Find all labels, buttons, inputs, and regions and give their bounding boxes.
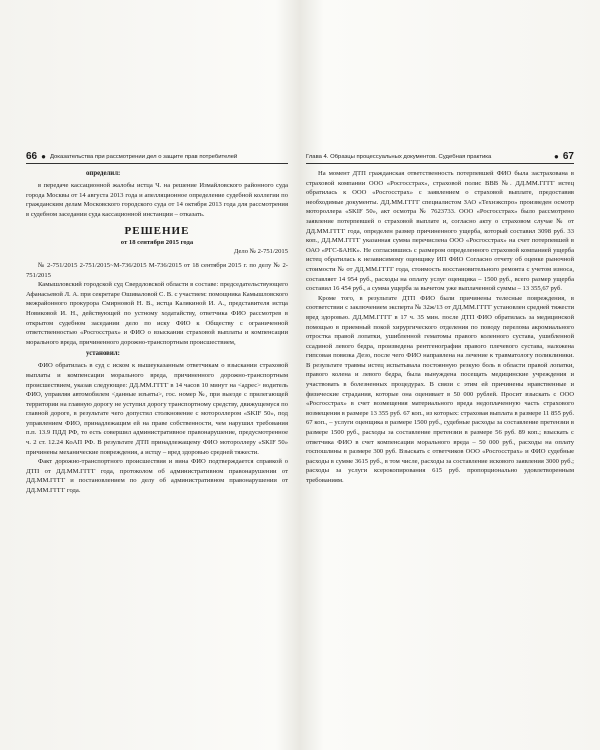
paragraph-court: Камышловский городской суд Свердловской области в составе: председательствующего Афанасьевой Л. А. при секретаре Ошиваловой С. В. с участием: помощника Камышловского межрайонного прокурора Смирновой Н. В., истца Калякиной И. А., представителя истца Новиковой И. Н., действующей по устному ходатайству, ответчика ФИО рассмотрев в открытом судебном заседании дело по иску ФИО к Обществу с ограниченной ответственностью «Росгосстрах» и ФИО о взыскании страховой выплаты и компенсации морального вреда, причиненного дорожно-транспортным происшествием, [26, 281, 288, 346]
case-number: Дело № 2-751/2015 [233, 248, 288, 256]
running-title: Доказательства при рассмотрении дел о защите прав потребителей [49, 153, 238, 160]
paragraph-determined: в передаче кассационной жалобы истца Ч. на решение Измайловского районного суда города Москвы от 14 августа 2013 года и апелляционное определение судебной коллегии по гражданским делам Московского городского суда от 14 октября 2013 года для рассмотрения в судебном заседании суда кассационной инстанции – отказать. [26, 182, 288, 218]
page-number: 66 [26, 151, 38, 162]
decision-date: от 18 сентября 2015 года [120, 239, 194, 247]
decision-title: РЕШЕНИЕ [124, 225, 190, 238]
running-title: Глава 4. Образцы процессуальных документов. Судебная практика [306, 153, 492, 160]
left-page [26, 150, 288, 742]
paragraph-numbers: № 2-751/2015 2-751/2015~М-736/2015 М-736/2015 от 18 сентября 2015 г. по делу № 2-751/2015 [26, 261, 288, 279]
right-page-header [306, 150, 574, 164]
bullet-icon: ● [554, 152, 559, 161]
section-heading-determined: определил: [86, 170, 121, 177]
paragraph-fact: Факт дорожно-транспортного происшествия и вина ФИО подтверждается справкой о ДТП от ДД.ММ.ГГГГ года, протоколом об административном правонарушении от ДД.ММ.ГГГГ и постановлением по делу об административном правонарушении от ДД.ММ.ГГГГ года. [26, 458, 288, 495]
left-page-header [26, 150, 288, 164]
paragraph-injuries: Кроме того, в результате ДТП ФИО были причинены телесные повреждения, в соответствии с заключением эксперта № 32ж/13 от ДД.ММ.ГГГГ установлен средней тяжести вред здоровью. ДД.ММ.ГГГГ в 17 ч. 35 мин. после ДТП ФИО обратилась за медицинской помощью в приемный покой хирургического отделения по поводу перелома акромиального отростка правой лопатки, ушибленной гематомы правого коленного сустава, ушибленной ссадиной левого бедра, произведена рентгенография правого плечевого сустава, наложена гипсовая повязка Дезо, после чего ФИО направлена на лечение к травматологу поликлиники. В результате травмы истец испытывала постоянную резкую боль в области правой лопатки, правого колена и левого бедра, была вынуждена посещать медицинские учреждения и участвовать в болезненных процедурах. В связи с этим ей причинены нравственные и физические страдания, которые она оценивает в 50 000 рублей. Просит взыскать с ООО «Росгосстрах» в счет возмещения материального вреда недоплаченную часть страхового возмещения в размере 13 355 руб. 67 коп., из которых: страховая выплата в размере 11 855 руб. 67 коп., – услуги оценщика в размере 1500 руб., судебные расходы за составление претензии в размере 1500 руб., расходы за составление претензии в размере 56 руб. 89 коп.; взыскать с ответчика ФИО в счет компенсации морального вреда – 50 000 руб., расходы на оплату госпошлины в размере 300 руб. Взыскать с ответчиков ООО «Росгосстрах» и ФИО судебные расходы в сумме 3615 руб., в том числе, расходы за составление искового заявления 3000 руб.; расходы за услуги ксерокопирования 615 руб. пропорционально удовлетворенным требованиям. [306, 294, 574, 484]
paragraph-established: ФИО обратилась в суд с иском к вышеуказанным ответчикам о взыскании страховой выплаты и компенсации морального вреда, причиненного дорожно-транспортным происшествием, указав следующее: ДД.ММ.ГГГГ в 14 часов 10 минут на <адрес> водитель ФИО, управляя автомобилем <данные изъяты>, гос. номер №, при выезде с прилегающей территории на главную дорогу не уступил дорогу транспортному средству, движущемуся по главной дороге, в результате чего допустил столкновение с мотороллером «SKIF 50», под управлением ФИО, принадлежащим ей на праве собственности, чем нарушил требования п.п. 13.9 ПДД РФ, то есть совершил административное правонарушение, предусмотренное ч. 2 ст. 12.24 КоАП РФ. В результате ДТП принадлежащему ФИО мотороллеру «SKIF 50» причинены механические повреждения, а истцу – вред здоровью средней тяжести. [26, 362, 288, 456]
section-heading-established: установил: [86, 350, 120, 358]
bullet-icon: ● [41, 152, 46, 161]
paragraph-insurance: На момент ДТП гражданская ответственность потерпевшей ФИО была застрахована в страховой компании ООО «Росгосстрах», страховой полис ВВВ №. ДД.ММ.ГГГГ истец обратилась к ООО «Росгосстрах» с заявлением о страховой выплате, предоставив необходимые документы. ДД.ММ.ГГГГ специалистом ЗАО «Технэкспро» произведен осмотр мотороллера «SKIF 50», акт осмотра № 7623733. ООО «Росгосстрах» было рассмотрено заявление потерпевшей о страховой выплате и, согласно акту о страховом случае № от ДД.ММ.ГГГГ года, определен размер причиненного ущерба, который составил 3098 руб. 33 коп., ДД.ММ.ГГГГ указанная сумма перечислена ООО «Росгосстрах» на счет потерпевшей в ОАО «РГС-БАНК». Не согласившись с размером определенного страховой компанией ущерба истец обратилась к независимому оценщику ИП ФИО Согласно отчету об оценке рыночной стоимости № от ДД.ММ.ГГГГ года, стоимость восстановительного ремонта с учетом износа, составляет 14 954 руб., расходы на оплату услуг оценщика – 1500 руб., всего размер ущерба составил 16 454 руб., а сумма ущерба за вычетом уже выплаченной суммы – 13 355,67 руб. [306, 170, 574, 293]
right-page [306, 150, 574, 742]
page-number: 67 [562, 151, 574, 162]
